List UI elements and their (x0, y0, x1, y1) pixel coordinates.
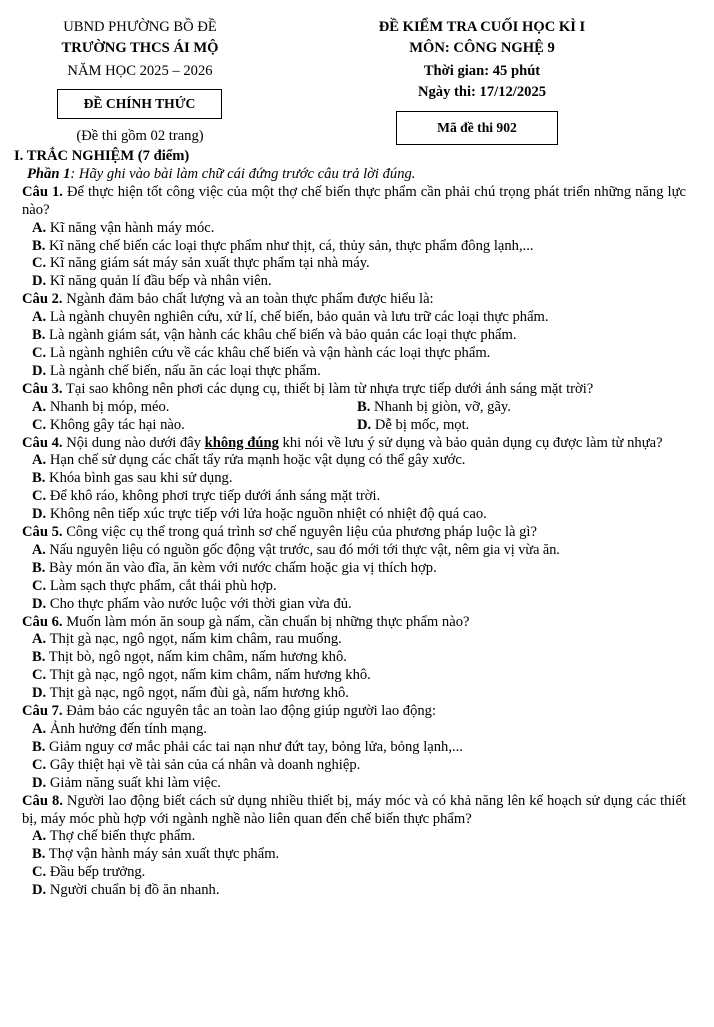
option-letter: A. (32, 541, 46, 558)
official-exam-box (57, 89, 222, 119)
option-letter: A. (32, 309, 47, 326)
question-1 (22, 184, 686, 220)
option-d (22, 506, 686, 524)
question-label: Câu 3. (22, 380, 63, 397)
option-text: Thợ chế biến thực phẩm. (46, 828, 196, 845)
option-text: Không gây tác hại nào. (46, 416, 185, 433)
option-letter: B. (32, 237, 46, 254)
option-letter: C. (32, 255, 47, 272)
option-letter: C. (32, 488, 47, 505)
option-text: Nấu nguyên liệu có nguồn gốc động vật trước, sau đó mới tới thực vật, nêm gia vị vừa ăn. (45, 541, 560, 558)
option-letter: A. (32, 398, 47, 415)
question-4 (22, 435, 686, 453)
option-text: Bày món ăn vào đĩa, ăn kèm với nước chấm hoặc gia vị thích hợp. (45, 559, 437, 576)
option-letter: B. (32, 649, 46, 666)
question-label: Câu 5. (22, 524, 63, 541)
question-label: Câu 2. (22, 291, 63, 308)
option-c (22, 757, 686, 775)
exam-content (14, 148, 686, 900)
option-text: Để khô ráo, không phơi trực tiếp dưới ánh sáng mặt trời. (46, 488, 381, 505)
question-text: Để thực hiện tốt công việc của một thợ chế biến thực phẩm cần phải chú trọng phát triển những năng lực nào? (22, 183, 686, 218)
option-text: Gây thiệt hại về tài sản của cá nhân và doanh nghiệp. (46, 756, 361, 773)
option-d (22, 596, 686, 614)
option-b (22, 470, 686, 488)
option-b (22, 649, 686, 667)
option-c (22, 488, 686, 506)
exam-title: ĐỀ KIỂM TRA CUỐI HỌC KÌ I (378, 19, 586, 35)
option-letter: A. (32, 631, 47, 648)
option-text: Thịt gà nạc, ngô ngọt, nấm đùi gà, nấm hương khô. (46, 685, 349, 702)
option-letter: A. (32, 721, 47, 737)
option-a (22, 309, 686, 327)
option-a (32, 399, 357, 417)
option-d (22, 273, 686, 291)
part-instruction (27, 166, 686, 184)
option-a (22, 542, 686, 560)
question-text: khi nói về lưu ý sử dụng và bảo quản dụng cụ được làm từ nhựa? (278, 434, 663, 451)
option-d (357, 417, 469, 435)
option-letter: D. (32, 273, 47, 290)
exam-date: Ngày thi: 17/12/2025 (417, 84, 547, 100)
option-text: Là ngành chuyên nghiên cứu, xử lí, chế biến, bảo quản và lưu trữ các loại thực phẩm. (46, 309, 549, 326)
option-letter: B. (32, 327, 46, 344)
option-text: Là ngành giám sát, vận hành các khâu chế biến và bảo quản các loại thực phẩm. (45, 327, 517, 344)
option-letter: C. (32, 667, 47, 684)
exam-code: Mã đề thi 902 (437, 120, 517, 135)
option-letter: D. (32, 685, 47, 702)
question-7 (22, 703, 686, 721)
option-c (22, 578, 686, 596)
question-label: Câu 8. (22, 792, 63, 809)
option-c (22, 667, 686, 685)
question-label: Câu 4. (22, 434, 63, 451)
option-d (22, 363, 686, 381)
section-title: I. TRẮC NGHIỆM (7 điểm) (14, 148, 190, 164)
option-letter: B. (32, 559, 46, 576)
school-name: TRƯỜNG THCS ÁI MỘ (61, 40, 219, 56)
option-b (22, 560, 686, 578)
option-letter: B. (32, 846, 46, 863)
options-row (22, 399, 686, 417)
option-text: Dễ bị mốc, mọt. (371, 416, 470, 433)
option-text: Làm sạch thực phẩm, cắt thái phù hợp. (46, 577, 277, 594)
option-text: Cho thực phẩm vào nước luộc với thời gian vừa đủ. (46, 595, 352, 612)
option-text: Khóa bình gas sau khi sử dụng. (45, 470, 233, 487)
question-label: Câu 1. (22, 183, 63, 200)
option-d (22, 775, 686, 793)
option-text: Giảm năng suất khi làm việc. (46, 774, 221, 791)
option-b (357, 399, 511, 417)
subject: MÔN: CÔNG NGHỆ 9 (409, 40, 555, 56)
option-text: Không nên tiếp xúc trực tiếp với lửa hoặc nguồn nhiệt có nhiệt độ quá cao. (46, 506, 487, 523)
option-letter: A. (32, 219, 47, 236)
option-letter: B. (32, 738, 46, 755)
option-text: Hạn chế sử dụng các chất tẩy rửa mạnh hoặc vật dụng có thể gây xước. (46, 452, 466, 469)
question-text: Công việc cụ thể trong quá trình sơ chế nguyên liệu của phương pháp luộc là gì? (62, 524, 537, 541)
option-text: Nhanh bị móp, méo. (46, 398, 170, 415)
option-text: Thịt gà nạc, ngô ngọt, nấm kim châm, rau muống. (46, 631, 342, 648)
question-text: Ngành đảm bảo chất lượng và an toàn thực phẩm được hiểu là: (62, 291, 434, 308)
option-text: Thợ vận hành máy sản xuất thực phẩm. (45, 846, 280, 863)
question-text: Người lao động biết cách sử dụng nhiều thiết bị, máy móc và có khả năng lên kế hoạch sử dụng các thiết bị, máy móc phù hợp với ngành nghề nào liên quan đến chế biến thực phẩm? (22, 792, 686, 827)
option-d (22, 882, 686, 900)
option-letter: C. (32, 864, 47, 881)
option-c (32, 417, 357, 435)
option-letter: D. (32, 595, 47, 612)
authority-name: UBND PHƯỜNG BỒ ĐỀ (63, 19, 217, 35)
option-c (22, 255, 686, 273)
question-label: Câu 7. (22, 703, 63, 720)
option-a (22, 220, 686, 238)
option-letter: D. (32, 506, 47, 523)
option-letter: D. (32, 362, 47, 379)
option-a (22, 721, 686, 739)
school-year: NĂM HỌC 2025 – 2026 (67, 63, 213, 79)
option-text: Nhanh bị giòn, vỡ, gãy. (370, 398, 511, 415)
question-6 (22, 614, 686, 632)
option-b (22, 327, 686, 345)
option-text: Thịt bò, ngô ngọt, nấm kim châm, nấm hương khô. (45, 649, 347, 666)
option-text: Là ngành chế biến, nấu ăn các loại thực phẩm. (46, 362, 321, 379)
part-instruction-text: : Hãy ghi vào bài làm chữ cái đứng trước câu trả lời đúng. (70, 165, 416, 182)
option-text: Ảnh hưởng đến tính mạng. (46, 721, 207, 737)
question-text: Nội dung nào dưới đây (62, 434, 205, 451)
option-letter: D. (357, 416, 372, 433)
option-text: Kĩ năng giám sát máy sản xuất thực phẩm tại nhà máy. (46, 255, 370, 272)
option-text: Đầu bếp trưởng. (46, 864, 146, 881)
part-label: Phần 1 (27, 165, 71, 182)
option-letter: D. (32, 882, 47, 899)
option-text: Giảm nguy cơ mắc phải các tai nạn như đứt tay, bỏng lửa, bỏng lạnh,... (45, 738, 463, 755)
option-b (22, 238, 686, 256)
option-text: Là ngành nghiên cứu về các khâu chế biến và vận hành các loại thực phẩm. (46, 344, 491, 361)
question-8 (22, 793, 686, 829)
option-letter: C. (32, 344, 47, 361)
official-exam-label: ĐỀ CHÍNH THỨC (83, 96, 196, 111)
option-c (22, 345, 686, 363)
exam-code-box (396, 111, 558, 145)
question-text: Đảm bảo các nguyên tắc an toàn lao động giúp người lao động: (62, 703, 437, 720)
exam-duration: Thời gian: 45 phút (423, 63, 541, 79)
option-text: Người chuẩn bị đồ ăn nhanh. (46, 882, 220, 899)
option-letter: A. (32, 452, 47, 469)
options-row (22, 417, 686, 435)
question-3 (22, 381, 686, 399)
question-label: Câu 6. (22, 613, 63, 630)
option-a (22, 828, 686, 846)
question-5 (22, 524, 686, 542)
page-count-note: (Đề thi gồm 02 trang) (76, 128, 204, 144)
option-d (22, 685, 686, 703)
option-c (22, 864, 686, 882)
option-letter: B. (32, 470, 46, 487)
option-text: Thịt gà nạc, ngô ngọt, nấm kim châm, nấm hương khô. (46, 667, 371, 684)
question-text: Tại sao không nên phơi các dụng cụ, thiết bị làm từ nhựa trực tiếp dưới ánh sáng mặt trời? (62, 380, 594, 397)
question-emphasis: không đúng (204, 434, 279, 451)
option-letter: C. (32, 416, 47, 433)
option-a (22, 631, 686, 649)
option-a (22, 452, 686, 470)
option-b (22, 846, 686, 864)
option-text: Kĩ năng chế biến các loại thực phẩm như thịt, cá, thủy sản, thực phẩm đông lạnh,... (45, 237, 534, 254)
question-text: Muốn làm món ăn soup gà nấm, cần chuẩn bị những thực phẩm nào? (62, 613, 470, 630)
option-letter: D. (32, 774, 47, 791)
option-letter: A. (32, 828, 47, 845)
option-text: Kĩ năng quản lí đầu bếp và nhân viên. (46, 273, 272, 290)
question-2 (22, 291, 686, 309)
option-text: Kĩ năng vận hành máy móc. (46, 219, 215, 236)
option-letter: B. (357, 398, 371, 415)
option-letter: C. (32, 577, 47, 594)
option-b (22, 739, 686, 757)
option-letter: C. (32, 756, 47, 773)
